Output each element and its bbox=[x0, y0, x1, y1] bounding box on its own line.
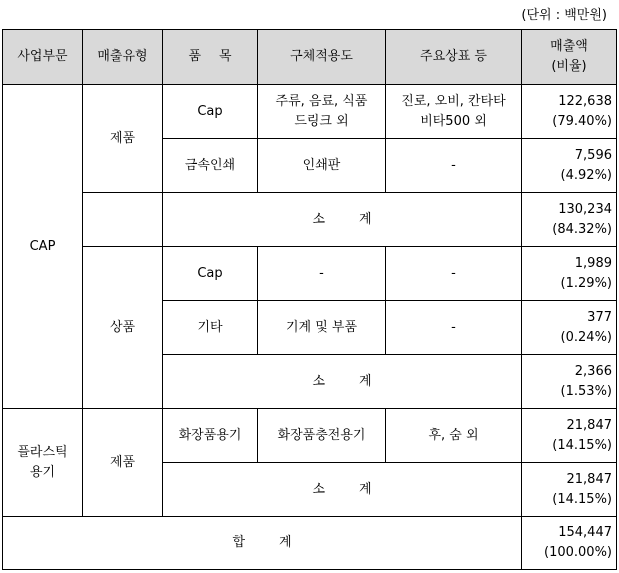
type-product: 제품 bbox=[83, 409, 163, 517]
segment-plastic-line-1: 플라스틱 bbox=[17, 444, 68, 460]
item-cell: 금속인쇄 bbox=[163, 139, 258, 193]
type-product: 제품 bbox=[83, 85, 163, 193]
header-brands: 주요상표 등 bbox=[386, 30, 522, 85]
amount-cell bbox=[522, 247, 617, 301]
usage-cell: 기계 및 부품 bbox=[258, 301, 386, 355]
ratio-value: (1.29%) bbox=[560, 275, 612, 291]
header-usage: 구체적용도 bbox=[258, 30, 386, 85]
subtotal-row bbox=[3, 193, 617, 247]
amount-cell bbox=[522, 193, 617, 247]
header-sales-type: 매출유형 bbox=[83, 30, 163, 85]
usage-cell bbox=[258, 85, 386, 139]
subtotal-label-b: 계 bbox=[359, 481, 372, 497]
ratio-value: (84.32%) bbox=[552, 221, 612, 237]
amount-value: 154,447 bbox=[558, 525, 612, 540]
brand-line-1: 진로, 오비, 칸타타 bbox=[401, 93, 506, 109]
subtotal-label-b: 계 bbox=[359, 373, 372, 389]
amount-cell bbox=[522, 355, 617, 409]
usage-cell: 화장품충전용기 bbox=[258, 409, 386, 463]
total-label-a: 합 bbox=[232, 535, 245, 550]
amount-cell bbox=[522, 85, 617, 139]
table-row bbox=[3, 85, 617, 139]
amount-value: 2,366 bbox=[574, 363, 612, 379]
ratio-value: (14.15%) bbox=[552, 437, 612, 453]
subtotal-label-a: 소 bbox=[312, 211, 325, 227]
amount-value: 21,847 bbox=[566, 417, 612, 433]
table-row bbox=[3, 247, 617, 301]
amount-cell bbox=[522, 517, 617, 570]
amount-cell bbox=[522, 301, 617, 355]
subtotal-label bbox=[163, 355, 522, 409]
amount-value: 21,847 bbox=[566, 471, 612, 487]
amount-value: 122,638 bbox=[558, 93, 612, 109]
subtotal-label-a: 소 bbox=[312, 373, 325, 389]
amount-cell bbox=[522, 139, 617, 193]
brand-cell: - bbox=[386, 139, 522, 193]
segment-plastic bbox=[3, 409, 83, 517]
amount-value: 7,596 bbox=[574, 147, 612, 163]
header-item-b: 목 bbox=[219, 49, 232, 64]
brand-cell bbox=[386, 85, 522, 139]
table-row bbox=[3, 409, 617, 463]
amount-value: 377 bbox=[587, 309, 612, 325]
unit-note: (단위 : 백만원) bbox=[521, 8, 607, 23]
total-row bbox=[3, 517, 617, 570]
type-goods: 상품 bbox=[83, 247, 163, 409]
amount-value: 130,234 bbox=[558, 201, 612, 217]
header-row bbox=[3, 30, 617, 85]
amount-cell bbox=[522, 463, 617, 517]
subtotal-label bbox=[163, 193, 522, 247]
usage-line-2: 드링크 외 bbox=[294, 113, 349, 129]
amount-cell bbox=[522, 409, 617, 463]
brand-cell: - bbox=[386, 301, 522, 355]
header-sales-label: 매출액 bbox=[550, 39, 588, 54]
subtotal-label-b: 계 bbox=[359, 211, 372, 227]
ratio-value: (100.00%) bbox=[544, 545, 612, 560]
item-cell: Cap bbox=[163, 247, 258, 301]
header-item-a: 품 bbox=[188, 49, 201, 64]
usage-cell: 인쇄판 bbox=[258, 139, 386, 193]
header-sales bbox=[522, 30, 617, 85]
ratio-value: (79.40%) bbox=[552, 113, 612, 129]
subtotal-spacer bbox=[83, 193, 163, 247]
usage-cell: - bbox=[258, 247, 386, 301]
total-label-b: 계 bbox=[279, 535, 292, 550]
usage-line-1: 주류, 음료, 식품 bbox=[275, 93, 368, 109]
header-item bbox=[163, 30, 258, 85]
item-cell: 기타 bbox=[163, 301, 258, 355]
item-cell: Cap bbox=[163, 85, 258, 139]
ratio-value: (0.24%) bbox=[560, 329, 612, 345]
item-cell: 화장품용기 bbox=[163, 409, 258, 463]
sales-table bbox=[2, 29, 617, 570]
ratio-value: (14.15%) bbox=[552, 491, 612, 507]
header-segment: 사업부문 bbox=[3, 30, 83, 85]
total-label bbox=[3, 517, 522, 570]
segment-cap: CAP bbox=[3, 85, 83, 409]
ratio-value: (4.92%) bbox=[560, 167, 612, 183]
brand-line-2: 비타500 외 bbox=[420, 113, 487, 129]
ratio-value: (1.53%) bbox=[560, 383, 612, 399]
amount-value: 1,989 bbox=[574, 255, 612, 271]
subtotal-label-a: 소 bbox=[312, 481, 325, 497]
subtotal-label bbox=[163, 463, 522, 517]
brand-cell: 후, 숨 외 bbox=[386, 409, 522, 463]
header-ratio-label: (비율) bbox=[551, 59, 587, 74]
brand-cell: - bbox=[386, 247, 522, 301]
segment-plastic-line-2: 용기 bbox=[29, 464, 56, 480]
